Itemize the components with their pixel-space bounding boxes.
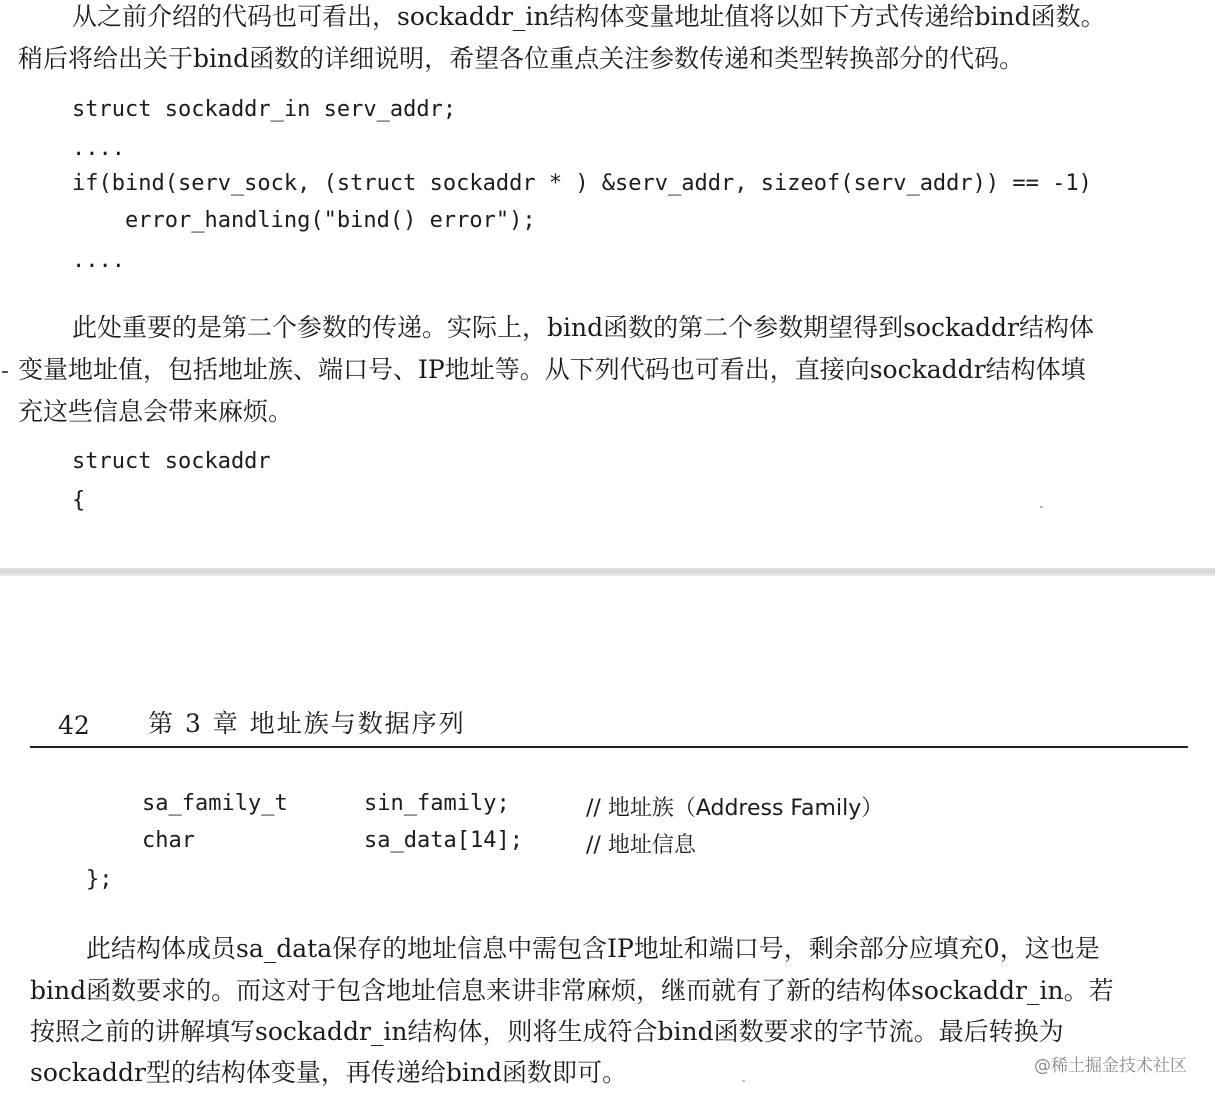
paragraph-line: 充这些信息会带来麻烦。 bbox=[18, 397, 294, 426]
paragraph-line: sockaddr型的结构体变量，再传递给bind函数即可。 bbox=[30, 1058, 627, 1087]
code-line: struct sockaddr_in serv_addr; bbox=[72, 97, 457, 122]
code-line: error_handling("bind() error"); bbox=[72, 208, 536, 233]
code-type: sa_family_t bbox=[142, 791, 288, 816]
paragraph-line: 按照之前的讲解填写sockaddr_in结构体，则将生成符合bind函数要求的字节流。最后转换为 bbox=[30, 1017, 1064, 1046]
paragraph-line: 此处重要的是第二个参数的传递。实际上，bind函数的第二个参数期望得到sockaddr结构体 bbox=[72, 313, 1095, 342]
scan-speck bbox=[1040, 506, 1043, 508]
bottom-page bbox=[0, 576, 1215, 1104]
code-member: sin_family; bbox=[364, 791, 510, 816]
code-member: sa_data[14]; bbox=[364, 828, 523, 853]
page-number: 42 bbox=[58, 711, 90, 740]
paragraph-line: 此结构体成员sa_data保存的地址信息中需包含IP地址和端口号，剩余部分应填充0，这也是 bbox=[86, 934, 1100, 963]
code-line: { bbox=[72, 488, 86, 513]
code-type: char bbox=[142, 828, 195, 853]
paragraph-line: 从之前介绍的代码也可看出，sockaddr_in结构体变量地址值将以如下方式传递给bind函数。 bbox=[72, 2, 1106, 31]
scan-speck bbox=[742, 1080, 745, 1082]
code-line: .... bbox=[72, 248, 125, 273]
watermark: @稀土掘金技术社区 bbox=[1034, 1056, 1187, 1076]
code-line: if(bind(serv_sock, (struct sockaddr * ) &serv_addr, sizeof(serv_addr)) == -1) bbox=[72, 171, 1092, 196]
code-line: .... bbox=[72, 136, 125, 161]
code-comment: // 地址信息 bbox=[586, 833, 696, 858]
paragraph-line: 稍后将给出关于bind函数的详细说明，希望各位重点关注参数传递和类型转换部分的代码。 bbox=[18, 44, 1025, 73]
code-comment: // 地址族（Address Family） bbox=[586, 796, 884, 821]
code-line: }; bbox=[86, 867, 113, 892]
chapter-title: 第 3 章 地址族与数据序列 bbox=[148, 709, 466, 738]
paragraph-line: 变量地址值，包括地址族、端口号、IP地址等。从下列代码也可看出，直接向sockaddr结构体填 bbox=[18, 355, 1086, 384]
chapter-header bbox=[30, 706, 1188, 748]
margin-mark bbox=[2, 371, 8, 373]
code-line: struct sockaddr bbox=[72, 449, 271, 474]
page-divider bbox=[0, 568, 1215, 576]
paragraph-line: bind函数要求的。而这对于包含地址信息来讲非常麻烦，继而就有了新的结构体sockaddr_in。若 bbox=[30, 976, 1114, 1005]
